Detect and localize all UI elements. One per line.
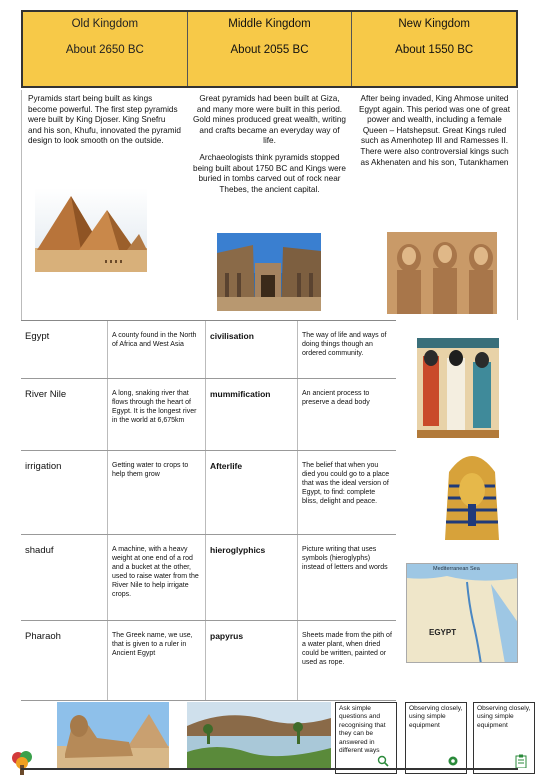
table-row <box>21 621 396 701</box>
table-row <box>21 451 396 535</box>
map-country-label: EGYPT <box>429 628 457 637</box>
vocab-definition: The Greek name, we use, that is given to a ruler in Ancient Egypt <box>108 621 206 700</box>
vocab-definition: The way of life and ways of doing things though an ordered community. <box>302 332 387 357</box>
vocab-term: papyrus <box>206 621 298 700</box>
vocab-term: mummification <box>206 379 298 450</box>
period-date: About 2055 BC <box>230 44 309 56</box>
tomb-painting-image <box>417 338 499 438</box>
skill-text: Observing closely, using simple equipment <box>477 705 531 729</box>
period-date: About 2650 BC <box>65 44 144 56</box>
school-tree-logo <box>9 748 35 778</box>
vocab-definition: The belief that when you died you could go to a place that was the ideal version of Egypt, to find: complete bliss, delight and peace. <box>302 462 390 505</box>
pyramids-image <box>35 188 147 272</box>
table-row <box>21 535 396 621</box>
vocab-term: civilisation <box>206 321 298 378</box>
vocab-definition: An ancient process to preserve a dead body <box>302 390 370 406</box>
vocab-term: Afterlife <box>206 451 298 534</box>
footer-divider <box>21 768 518 770</box>
vocab-definition: A county found in the North of Africa and West Asia <box>108 321 206 378</box>
clipboard-icon <box>515 754 527 768</box>
map-sea-label: Mediterranean Sea <box>433 566 480 572</box>
tutankhamun-mask-image <box>441 442 503 546</box>
skill-text: Observing closely, using simple equipment <box>409 705 463 729</box>
vocab-definition: Picture writing that uses symbols (hieroglyphs) instead of letters and words <box>302 546 388 571</box>
description-text: Archaeologists think pyramids stopped being built about 1750 BC and Kings were buried in tombs carved out of rock near Thebes, the ancient capital. <box>193 152 346 194</box>
description-text: Great pyramids had been built at Giza, and many more were built in this period. Gold mines produced great wealth, writing and crafts became an everyday way of life. <box>193 94 346 146</box>
table-row <box>21 379 396 451</box>
vocab-term: River Nile <box>21 379 108 450</box>
table-row <box>21 321 396 379</box>
knowledge-organiser <box>21 10 531 770</box>
vocab-definition: Getting water to crops to help them grow <box>108 451 206 534</box>
period-name: Old Kingdom <box>71 18 139 30</box>
description-text: Pyramids start being built as kings become powerful. The first step pyramids were built by King Djoser. King Snefru and his son, Khufu, innovated the pyramid design to look smooth on the outside. <box>28 94 181 146</box>
vocabulary-table <box>21 320 396 700</box>
period-date: About 1550 BC <box>395 44 474 56</box>
vocab-term: shaduf <box>21 535 108 620</box>
vocab-term: Egypt <box>21 321 108 378</box>
description-text: After being invaded, King Ahmose united Egypt again. This period was one of great power and wealth, including a female Queen – Hatshepsut. Great Kings ruled such as Amenhotep III and Ramesses II. There were also controversial kings such as Akhenaten and his son, Tutankhamen <box>359 94 510 167</box>
period-name: New Kingdom <box>398 18 470 30</box>
period-new-kingdom <box>352 12 516 86</box>
period-old-kingdom <box>23 12 188 86</box>
vocab-definition: Sheets made from the pith of a water plant, when dried could be written, painted or used as rope. <box>302 632 392 666</box>
timeline-header <box>21 10 518 88</box>
vocab-definition: A long, snaking river that flows through the heart of Egypt. It is the longest river in the world at 6,675km <box>108 379 206 450</box>
vocab-term: Pharaoh <box>21 621 108 700</box>
karnak-temple-image <box>217 233 321 311</box>
vocab-term: hieroglyphics <box>206 535 298 620</box>
vocab-term: irrigation <box>21 451 108 534</box>
period-name: Middle Kingdom <box>228 18 311 30</box>
egypt-map <box>406 563 518 663</box>
vocab-definition: A machine, with a heavy weight at one end of a rod and a bucket at the other, used to raise water from the River Nile to help irrigate crops. <box>108 535 206 620</box>
river-nile-image <box>187 702 331 768</box>
abu-simbel-image <box>387 232 497 314</box>
period-middle-kingdom <box>188 12 353 86</box>
skill-text: Ask simple questions and recognising that they can be answered in different ways <box>339 705 386 755</box>
gear-icon <box>447 754 459 766</box>
magnifier-icon <box>377 754 389 766</box>
sphinx-image <box>57 702 169 768</box>
